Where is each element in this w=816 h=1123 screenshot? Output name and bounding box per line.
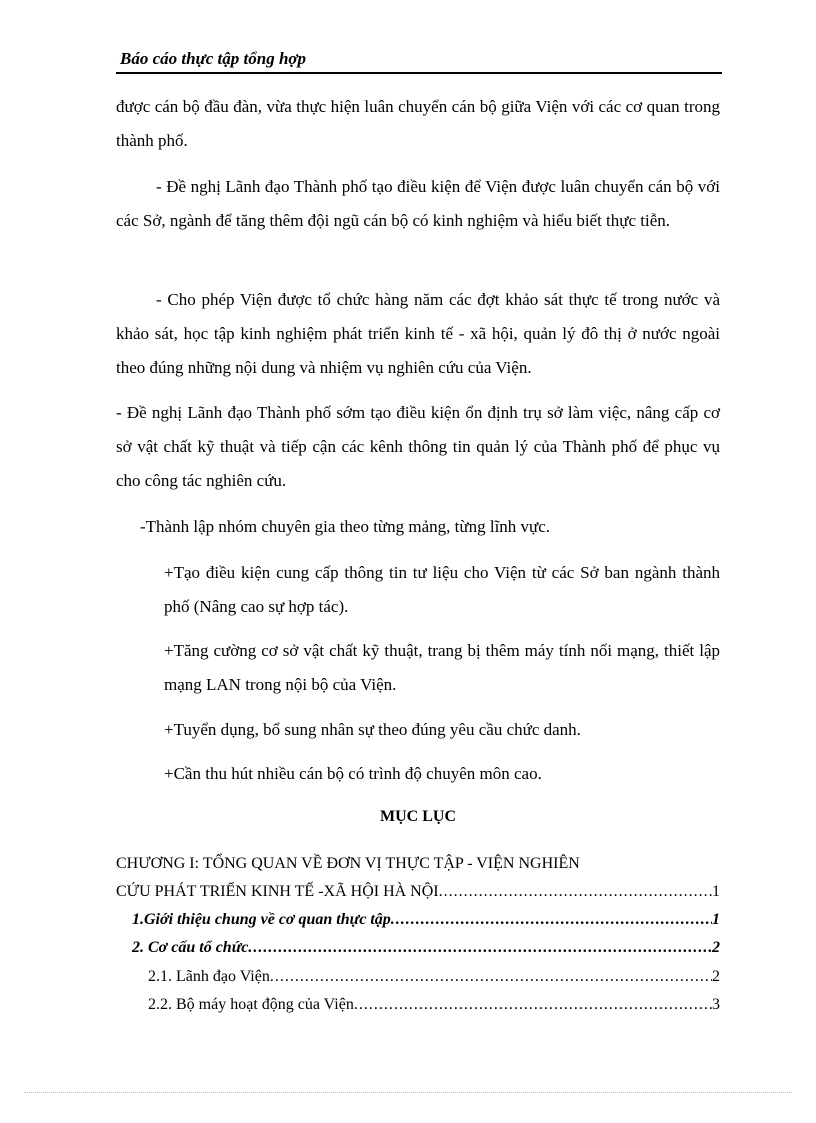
toc-item-label: 2.1. Lãnh đạo Viện <box>148 968 270 985</box>
toc-chapter-1-line-2[interactable] <box>116 880 720 904</box>
paragraph-2: - Đề nghị Lãnh đạo Thành phố tạo điều kiện để Viện được luân chuyển cán bộ với các Sở, ngành để tăng thêm đội ngũ cán bộ có kinh nghiệm và hiểu biết thực tiễn. <box>116 177 720 230</box>
paragraph-1: được cán bộ đầu đàn, vừa thực hiện luân chuyển cán bộ giữa Viện với các cơ quan trong thành phố. <box>116 97 720 150</box>
toc-chapter-1-label-part-2: CỨU PHÁT TRIỂN KINH TẾ -XÃ HỘI HÀ NỘI <box>116 883 439 900</box>
toc-page-number: 3 <box>712 996 720 1013</box>
paragraph-8: +Tuyển dụng, bổ sung nhân sự theo đúng yêu cầu chức danh. <box>164 720 581 739</box>
paragraph-4: - Đề nghị Lãnh đạo Thành phố sớm tạo điều kiện ổn định trụ sở làm việc, nâng cấp cơ sở vật chất kỹ thuật và tiếp cận các kênh thông tin quản lý của Thành phố để phục vụ cho công tác nghiên cứu. <box>116 403 720 490</box>
toc-item-label: 2.2. Bộ máy hoạt động của Viện <box>148 996 354 1013</box>
toc-page-number: 1 <box>712 883 720 900</box>
toc-item-label: 2. Cơ cấu tổ chức <box>132 939 249 956</box>
toc-chapter-1-label-part-1: CHƯƠNG I: TỔNG QUAN VỀ ĐƠN VỊ THỰC TẬP - VIỆN NGHIÊN <box>116 855 580 872</box>
paragraph-9: +Cần thu hút nhiều cán bộ có trình độ chuyên môn cao. <box>164 764 542 783</box>
toc-page-number: 2 <box>712 939 720 956</box>
paragraph-7: +Tăng cường cơ sở vật chất kỹ thuật, trang bị thêm máy tính nối mạng, thiết lập mạng LAN trong nội bộ của Viện. <box>164 641 720 694</box>
page-bottom-divider <box>24 1092 792 1093</box>
paragraph-6: +Tạo điều kiện cung cấp thông tin tư liệu cho Viện từ các Sở ban ngành thành phố (Nâng cao sự hợp tác). <box>164 563 720 616</box>
toc-item-1[interactable] <box>132 908 720 932</box>
toc-item-label: 1.Giới thiệu chung về cơ quan thực tập <box>132 911 391 928</box>
toc-leader-dots <box>391 908 712 932</box>
paragraph-3: - Cho phép Viện được tổ chức hàng năm các đợt khảo sát thực tế trong nước và khảo sát, học tập kinh nghiệm phát triển kinh tế - xã hội, quản lý đô thị ở nước ngoài theo đúng những nội dung và nhiệm vụ nghiên cứu của Viện. <box>116 290 720 377</box>
toc-leader-dots <box>439 880 712 904</box>
toc-leader-dots <box>354 993 712 1017</box>
header-title: Báo cáo thực tập tổng hợp <box>120 49 307 68</box>
page-header <box>116 48 722 74</box>
paragraph-5: -Thành lập nhóm chuyên gia theo từng mảng, từng lĩnh vực. <box>140 517 551 536</box>
toc-item-3[interactable] <box>148 965 720 989</box>
toc-title: MỤC LỤC <box>380 808 456 825</box>
toc-leader-dots <box>270 965 712 989</box>
toc-page-number: 2 <box>712 968 720 985</box>
toc-page-number: 1 <box>712 911 720 928</box>
toc-leader-dots <box>248 936 712 960</box>
toc-item-4[interactable] <box>148 993 720 1017</box>
toc-chapter-1-line-1[interactable] <box>116 852 720 876</box>
toc-item-2[interactable] <box>132 936 720 960</box>
